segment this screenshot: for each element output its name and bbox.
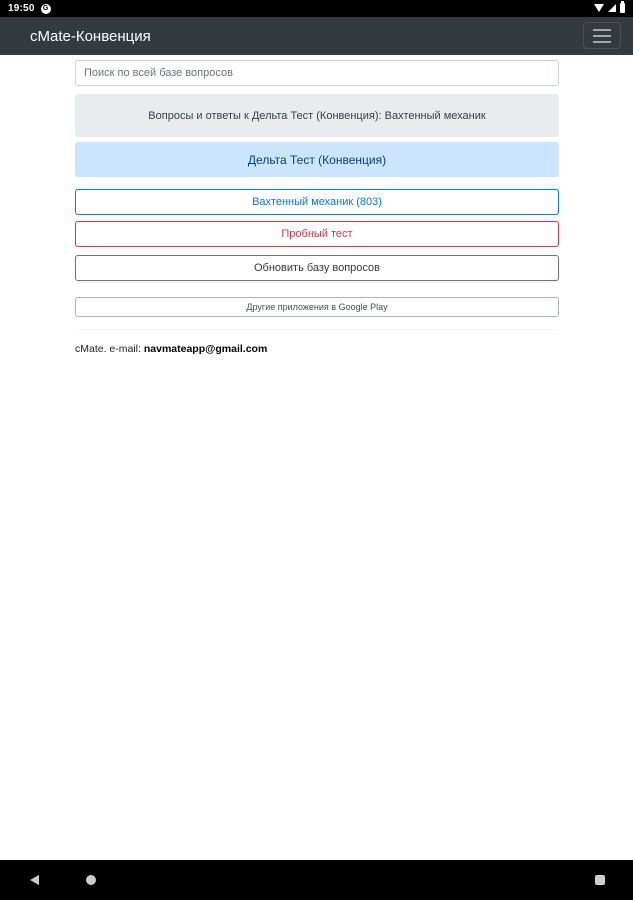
section-subtitle: Дельта Тест (Конвенция) [75, 142, 559, 177]
back-icon[interactable] [30, 875, 39, 885]
status-time: 19:50 [8, 3, 35, 14]
system-navigation-bar [0, 860, 633, 900]
menu-line [593, 35, 611, 37]
footer-label: cMate. e-mail: [75, 343, 141, 355]
main-content [75, 60, 559, 355]
footer-email[interactable]: navmateapp@gmail.com [143, 343, 268, 355]
footer-contact [75, 343, 559, 355]
status-icons [594, 3, 625, 13]
home-icon[interactable] [86, 875, 96, 885]
battery-icon [620, 3, 625, 13]
divider [75, 329, 559, 330]
search-input[interactable] [75, 60, 559, 86]
recents-icon[interactable] [595, 875, 605, 885]
menu-line [593, 41, 611, 43]
wifi-icon [594, 4, 604, 12]
page-title: Вопросы и ответы к Дельта Тест (Конвенция): Вахтенный механик [75, 94, 559, 137]
status-bar [0, 0, 633, 17]
signal-icon [608, 4, 616, 12]
trial-test-button[interactable]: Пробный тест [75, 221, 559, 247]
navbar-brand[interactable]: cMate-Конвенция [30, 27, 151, 45]
app-notification-icon: G [41, 4, 51, 14]
hamburger-menu-icon[interactable] [583, 22, 621, 49]
top-navbar [0, 17, 633, 55]
category-button[interactable]: Вахтенный механик (803) [75, 189, 559, 215]
other-apps-button[interactable]: Другие приложения в Google Play [75, 297, 559, 317]
update-database-button[interactable]: Обновить базу вопросов [75, 255, 559, 281]
menu-line [593, 29, 611, 31]
